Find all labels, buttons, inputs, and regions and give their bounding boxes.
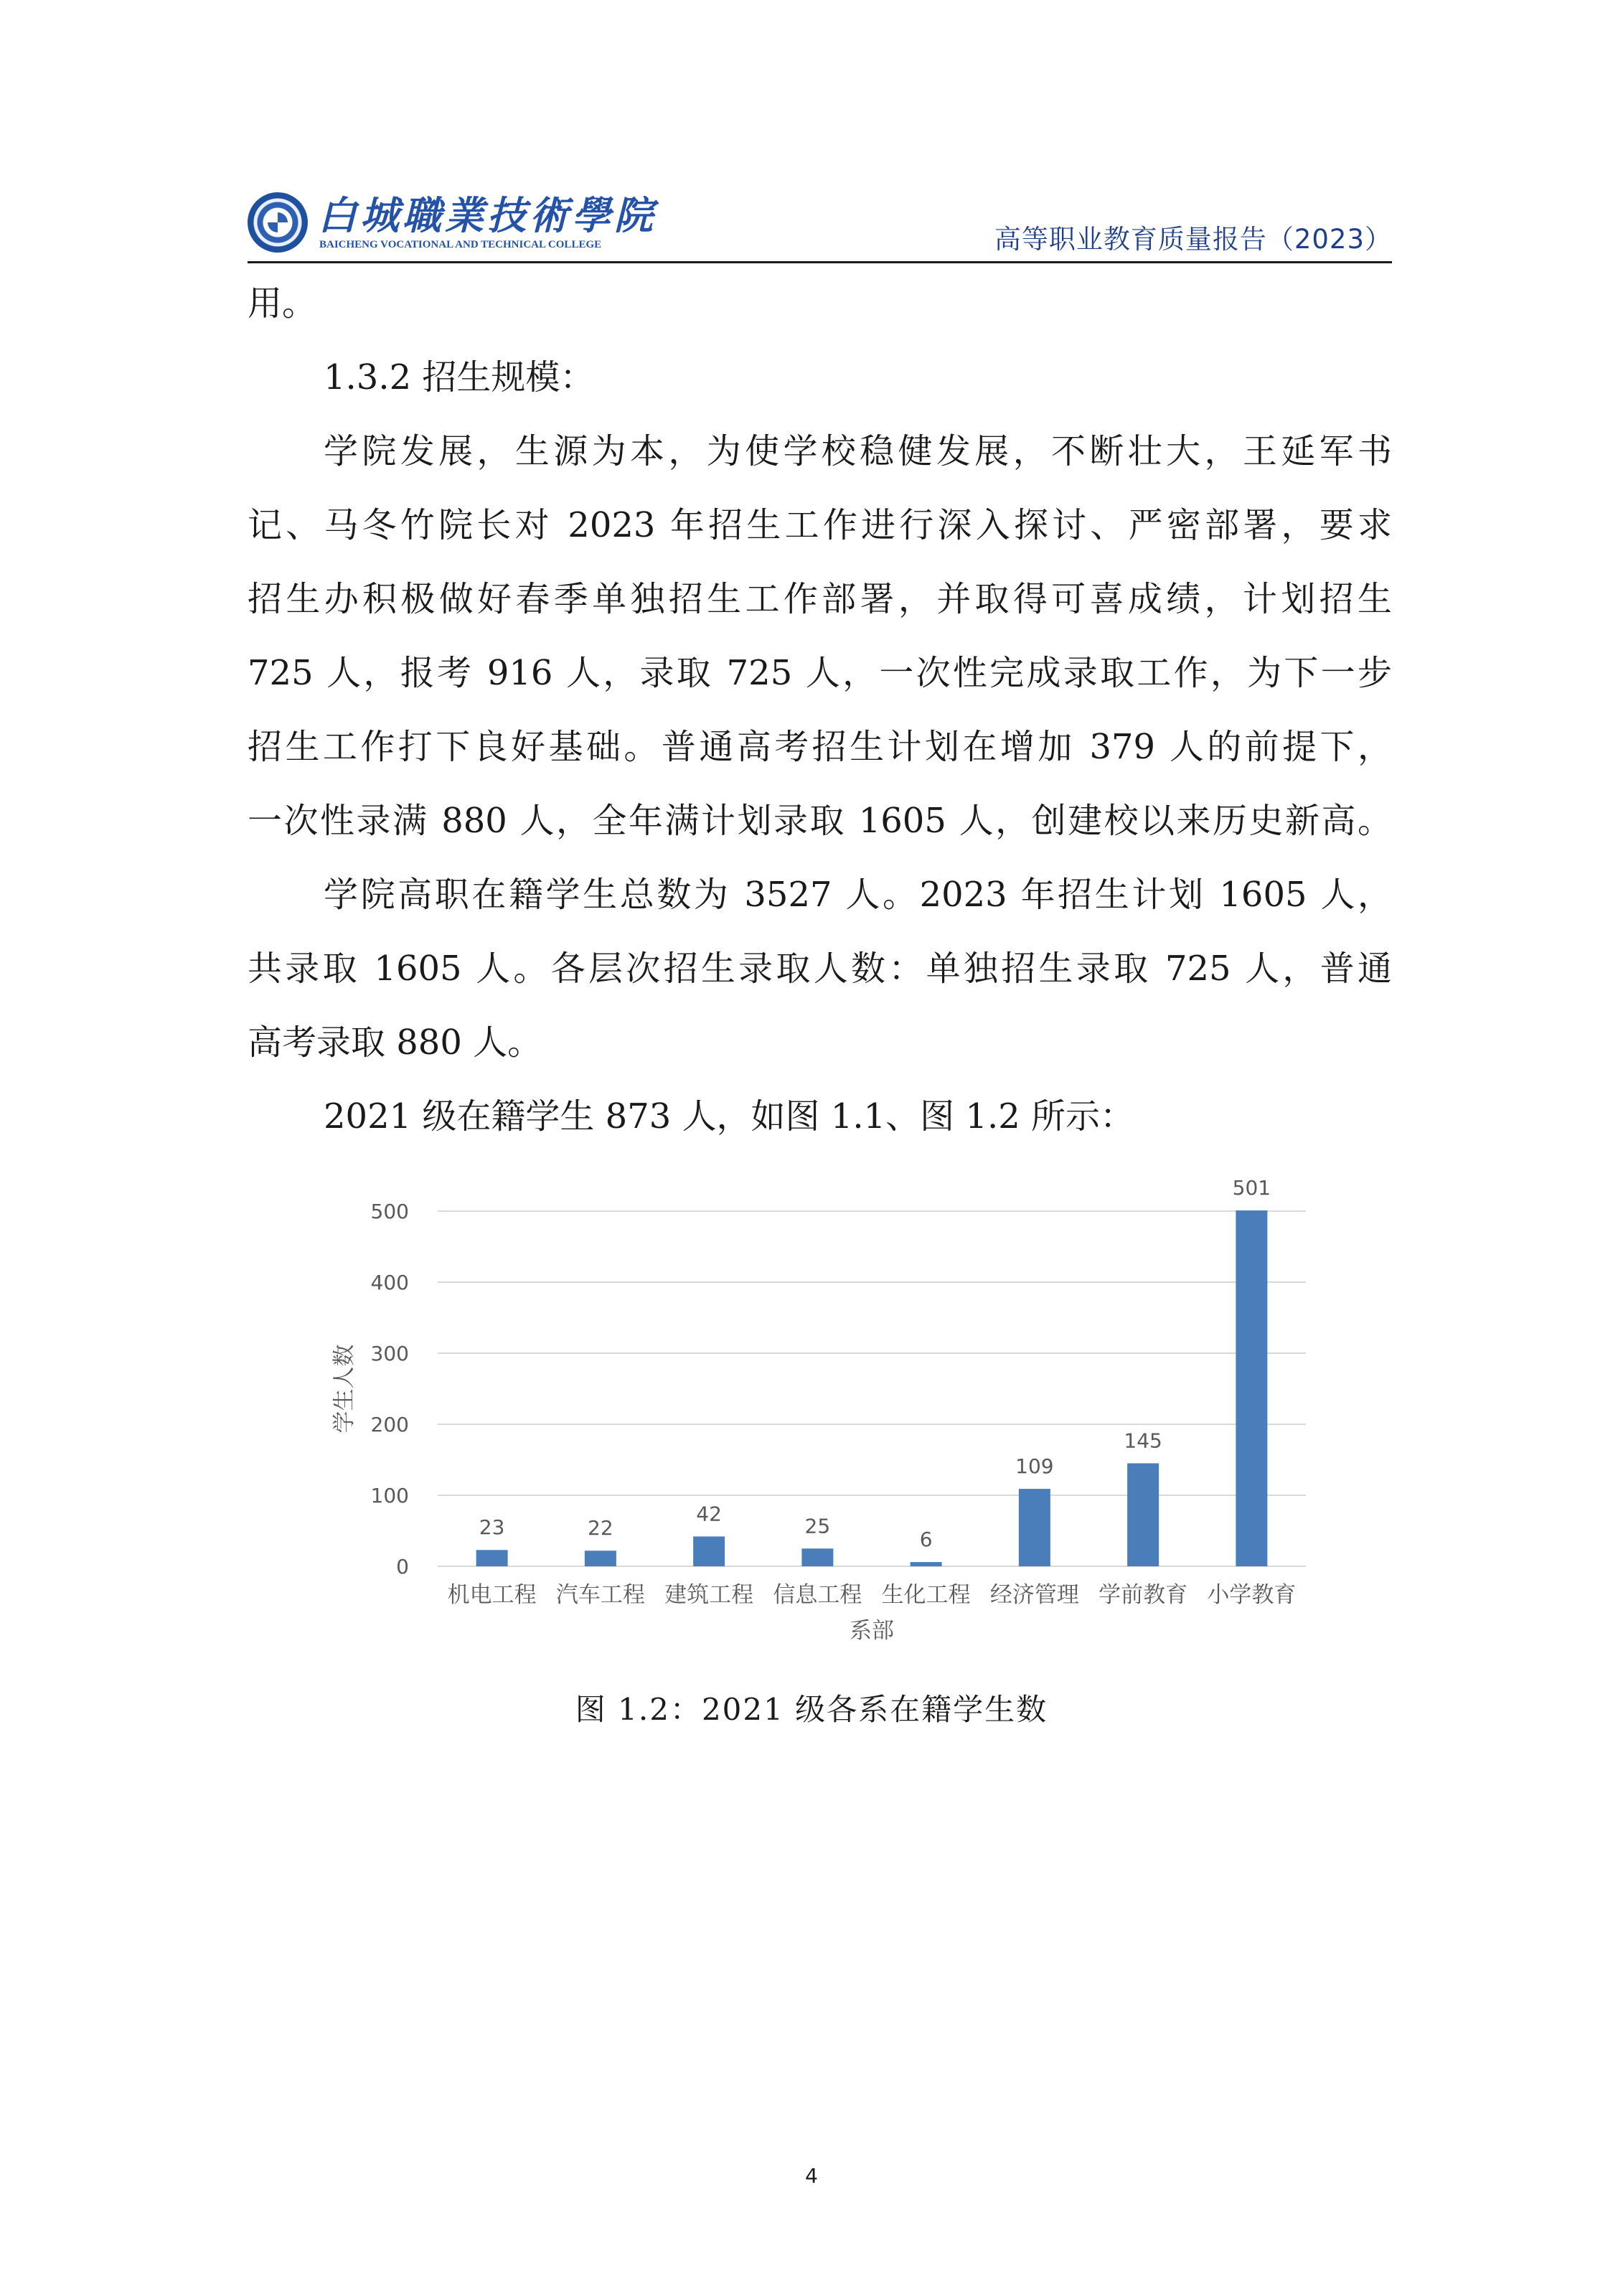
- x-tick-label: 学前教育: [1099, 1582, 1188, 1608]
- paragraph-line: 一次性录满 880 人，全年满计划录取 1605 人，创建校以来历史新高。: [248, 801, 1392, 841]
- paragraph-line: 学院高职在籍学生总数为 3527 人。2023 年招生计划 1605 人，: [324, 875, 1392, 915]
- bar: [585, 1551, 616, 1566]
- paragraph-line: 725 人，报考 916 人，录取 725 人，一次性完成录取工作，为下一步: [248, 653, 1392, 693]
- paragraph-line: 招生办积极做好春季单独招生工作部署，并取得可喜成绩，计划招生: [248, 579, 1392, 619]
- x-tick-label: 小学教育: [1207, 1582, 1297, 1608]
- page-header: [248, 188, 1392, 265]
- x-tick-label: 经济管理: [989, 1582, 1079, 1608]
- logo-chinese-name: 白城職業技術學院: [318, 192, 657, 238]
- y-tick-label: 300: [370, 1342, 409, 1365]
- bar: [693, 1536, 725, 1566]
- section-heading: 1.3.2 招生规模：: [324, 357, 595, 397]
- paragraph-line: 共录取 1605 人。各层次招生录取人数：单独招生录取 725 人，普通: [248, 949, 1392, 989]
- y-tick-label: 0: [396, 1555, 409, 1578]
- bar-value-label: 109: [1015, 1454, 1054, 1479]
- bar-value-label: 23: [479, 1515, 505, 1540]
- paragraph-line: 学院发展，生源为本，为使学校稳健发展，不断壮大，王延军书: [324, 431, 1392, 471]
- y-tick-label: 100: [370, 1484, 409, 1507]
- figure-caption: 图 1.2：2021 级各系在籍学生数: [575, 1692, 1048, 1727]
- college-logo: [248, 188, 657, 260]
- y-axis-label: 学生人数: [331, 1344, 357, 1434]
- x-tick-label: 机电工程: [447, 1582, 537, 1608]
- paragraph-line: 高考录取 880 人。: [248, 1022, 542, 1063]
- paragraph-line: 招生工作打下良好基础。普通高考招生计划在增加 379 人的前提下，: [248, 727, 1392, 767]
- bar: [1127, 1463, 1159, 1566]
- bar-value-label: 42: [696, 1502, 722, 1526]
- bar: [911, 1562, 942, 1566]
- bar-value-label: 501: [1232, 1176, 1271, 1200]
- bar-value-label: 22: [588, 1516, 613, 1540]
- y-tick-label: 200: [370, 1413, 409, 1436]
- bar: [476, 1550, 508, 1566]
- paragraph-line: 2021 级在籍学生 873 人，如图 1.1、图 1.2 所示：: [324, 1096, 1134, 1137]
- paragraph-line: 用。: [248, 283, 317, 324]
- body-text: [248, 267, 1392, 1154]
- bar-value-label: 145: [1124, 1429, 1162, 1453]
- page-number: 4: [805, 2164, 818, 2188]
- bar-value-label: 6: [919, 1528, 933, 1552]
- bar: [1019, 1489, 1050, 1566]
- bar-value-label: 25: [804, 1514, 831, 1538]
- x-tick-label: 汽车工程: [555, 1582, 645, 1608]
- bar: [801, 1548, 833, 1566]
- logo-english-name: BAICHENG VOCATIONAL AND TECHNICAL COLLEGE: [319, 239, 602, 250]
- report-title: 高等职业教育质量报告（2023）: [994, 224, 1392, 255]
- paragraph-line: 记、马冬竹院长对 2023 年招生工作进行深入探讨、严密部署，要求: [248, 505, 1392, 545]
- x-axis-label: 系部: [850, 1618, 894, 1644]
- x-tick-label: 信息工程: [773, 1582, 862, 1608]
- y-tick-label: 400: [370, 1271, 409, 1294]
- enrollment-bar-chart: [316, 1162, 1320, 1665]
- y-tick-label: 500: [370, 1200, 409, 1223]
- chart-svg: [316, 1162, 1320, 1665]
- x-tick-label: 建筑工程: [664, 1582, 754, 1608]
- bar: [1236, 1210, 1267, 1566]
- college-seal-icon: [248, 192, 308, 253]
- x-tick-label: 生化工程: [881, 1582, 971, 1608]
- header-divider: [248, 261, 1392, 263]
